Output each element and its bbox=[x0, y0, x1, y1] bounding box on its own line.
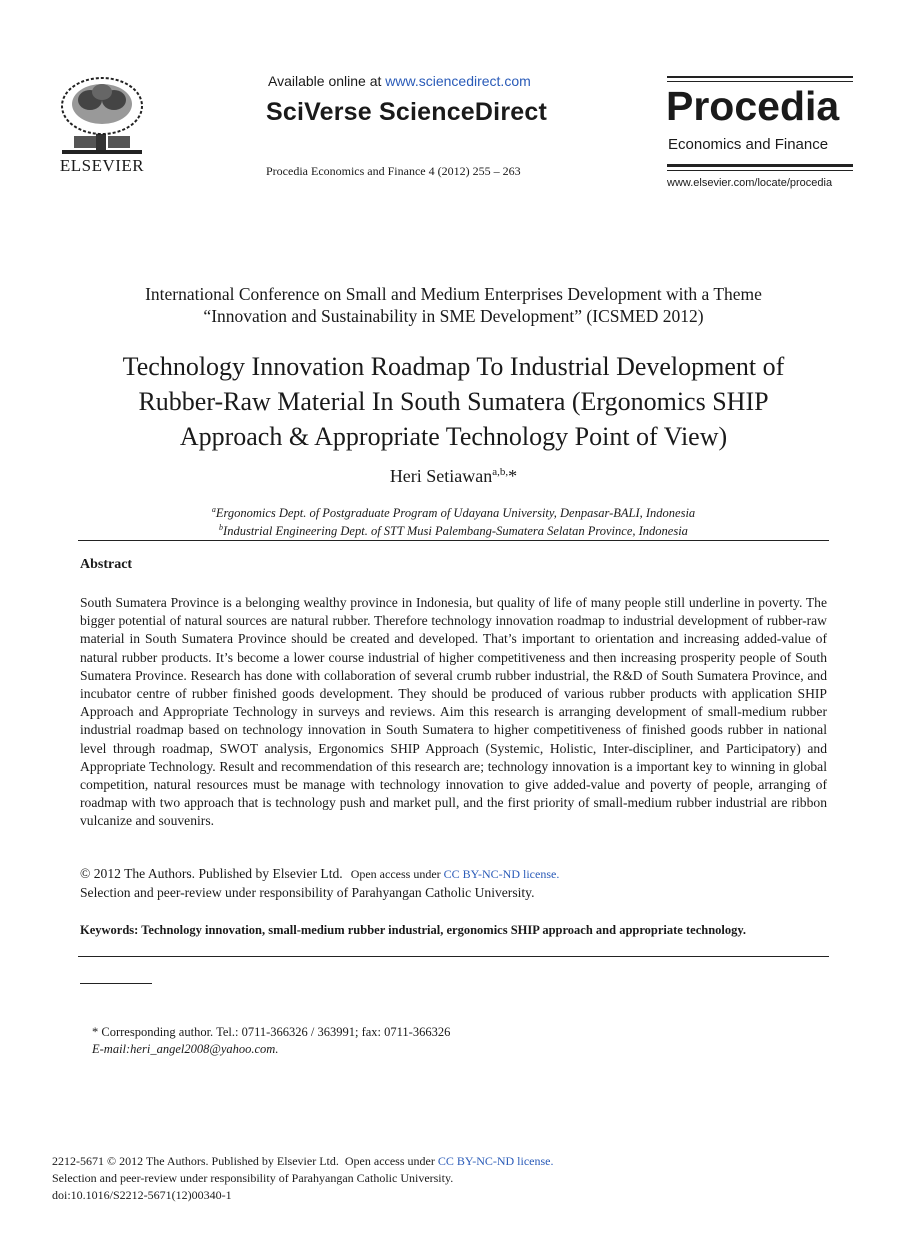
abstract-heading: Abstract bbox=[80, 557, 133, 572]
corresponding-author-note: * Corresponding author. Tel.: 0711-366326 / 363991; fax: 0711-366326 bbox=[92, 1025, 451, 1039]
corresponding-star: * bbox=[508, 466, 518, 486]
bottom-peer-review: Selection and peer-review under responsibility of Parahyangan Catholic University. bbox=[52, 1171, 454, 1185]
license-link[interactable]: CC BY-NC-ND license. bbox=[437, 1154, 554, 1168]
open-access-prefix: Open access under bbox=[344, 1154, 438, 1168]
author-affiliation-marks: a,b, bbox=[492, 466, 509, 478]
elsevier-wordmark: ELSEVIER bbox=[59, 156, 145, 175]
divider bbox=[78, 540, 829, 541]
doi[interactable]: doi:10.1016/S2212-5671(12)00340-1 bbox=[52, 1188, 232, 1202]
availability-line bbox=[268, 73, 531, 89]
brand-rule bbox=[667, 81, 853, 82]
sciencedirect-link[interactable]: www.sciencedirect.com bbox=[385, 73, 531, 89]
open-access-prefix: Open access under bbox=[350, 867, 444, 881]
divider bbox=[78, 956, 829, 957]
affiliation-a bbox=[0, 505, 907, 521]
footnote-rule bbox=[80, 983, 152, 984]
affiliation-mark: a bbox=[211, 505, 216, 514]
procedia-subtitle: Economics and Finance bbox=[668, 136, 829, 153]
author-name: Heri Setiawan bbox=[389, 466, 493, 486]
affiliation-text: Industrial Engineering Dept. of STT Musi Palembang-Sumatera Selatan Province, Indonesia bbox=[223, 524, 688, 539]
affiliation-mark: b bbox=[219, 523, 224, 532]
procedia-title: Procedia bbox=[666, 83, 840, 129]
availability-prefix: Available online at bbox=[268, 73, 386, 89]
copyright-line bbox=[80, 866, 559, 882]
abstract-body: South Sumatera Province is a belonging wealthy province in Indonesia, but quality of life of many people still underline in poverty. The bigger potential of natural sources are natural rubber. Therefore technology innovation roadmap to industrial development of rubber-raw material in South Sumatera Province should be created and developed. That’s important to orientation and increasing added-value of natural rubber products. It’s become a lower course industrial of higher competitiveness and then increasing prosperity people of South Sumatera Province. Research has done with collaboration of several crumb rubber industrial, the R&D of South Sumatera Province, and incubator centre of rubber finished goods development. They should be produced of various rubber products with application SHIP Approach and Appropriate Technology in surveys and reviews. Aim this research is arranging development of small-medium rubber industrial roadmap based on technology innovation in South Sumatera to higher competitiveness of finished goods rubber in national level through roadmap, SWOT analysis, Ergonomics SHIP Approach (Systemic, Holistic, Inter-discipliner, and Participatory) and Appropriate Technology. Result and recommendation of this research are; technology innovation is a important key to winning in global competition, natural resources must be manage with technology innovation to give added-value and poverty of people, arranging of roadmap with two approach that is technology push and market pull, and the first priority of small-medium rubber industrial are ribbon vulcanize and souvenirs. bbox=[80, 595, 827, 829]
bottom-issn-line bbox=[52, 1154, 554, 1169]
conference-line-2: “Innovation and Sustainability in SME Development” (ICSMED 2012) bbox=[203, 306, 704, 326]
conference-line-1: International Conference on Small and Medium Enterprises Development with a Theme bbox=[145, 284, 762, 304]
title-line: Technology Innovation Roadmap To Industrial Development of bbox=[122, 352, 785, 381]
copyright-text: © 2012 The Authors. Published by Elsevier Ltd. bbox=[80, 866, 343, 881]
affiliation-text: Ergonomics Dept. of Postgraduate Program of Udayana University, Denpasar-BALI, Indonesia bbox=[215, 506, 696, 521]
brand-rule bbox=[667, 76, 853, 78]
peer-review-line: Selection and peer-review under responsibility of Parahyangan Catholic University. bbox=[80, 885, 535, 900]
affiliation-b bbox=[0, 523, 907, 539]
sciverse-logo: SciVerse ScienceDirect bbox=[266, 98, 547, 126]
title-line: Approach & Appropriate Technology Point of View) bbox=[179, 422, 728, 451]
author-email[interactable]: E-mail:heri_angel2008@yahoo.com. bbox=[92, 1042, 279, 1056]
brand-rule bbox=[667, 170, 853, 171]
procedia-url[interactable]: www.elsevier.com/locate/procedia bbox=[667, 177, 833, 189]
brand-rule bbox=[667, 164, 853, 167]
issn-copyright: 2212-5671 © 2012 The Authors. Published by Elsevier Ltd. bbox=[52, 1154, 339, 1168]
journal-reference: Procedia Economics and Finance 4 (2012) 255 – 263 bbox=[266, 164, 521, 178]
paper-title bbox=[60, 349, 847, 454]
keywords: Keywords: Technology innovation, small-medium rubber industrial, ergonomics SHIP approach and appropriate technology. bbox=[80, 923, 747, 937]
title-line: Rubber-Raw Material In South Sumatera (Ergonomics SHIP bbox=[138, 387, 769, 416]
author-line bbox=[0, 466, 907, 487]
license-link[interactable]: CC BY-NC-ND license. bbox=[443, 867, 560, 881]
